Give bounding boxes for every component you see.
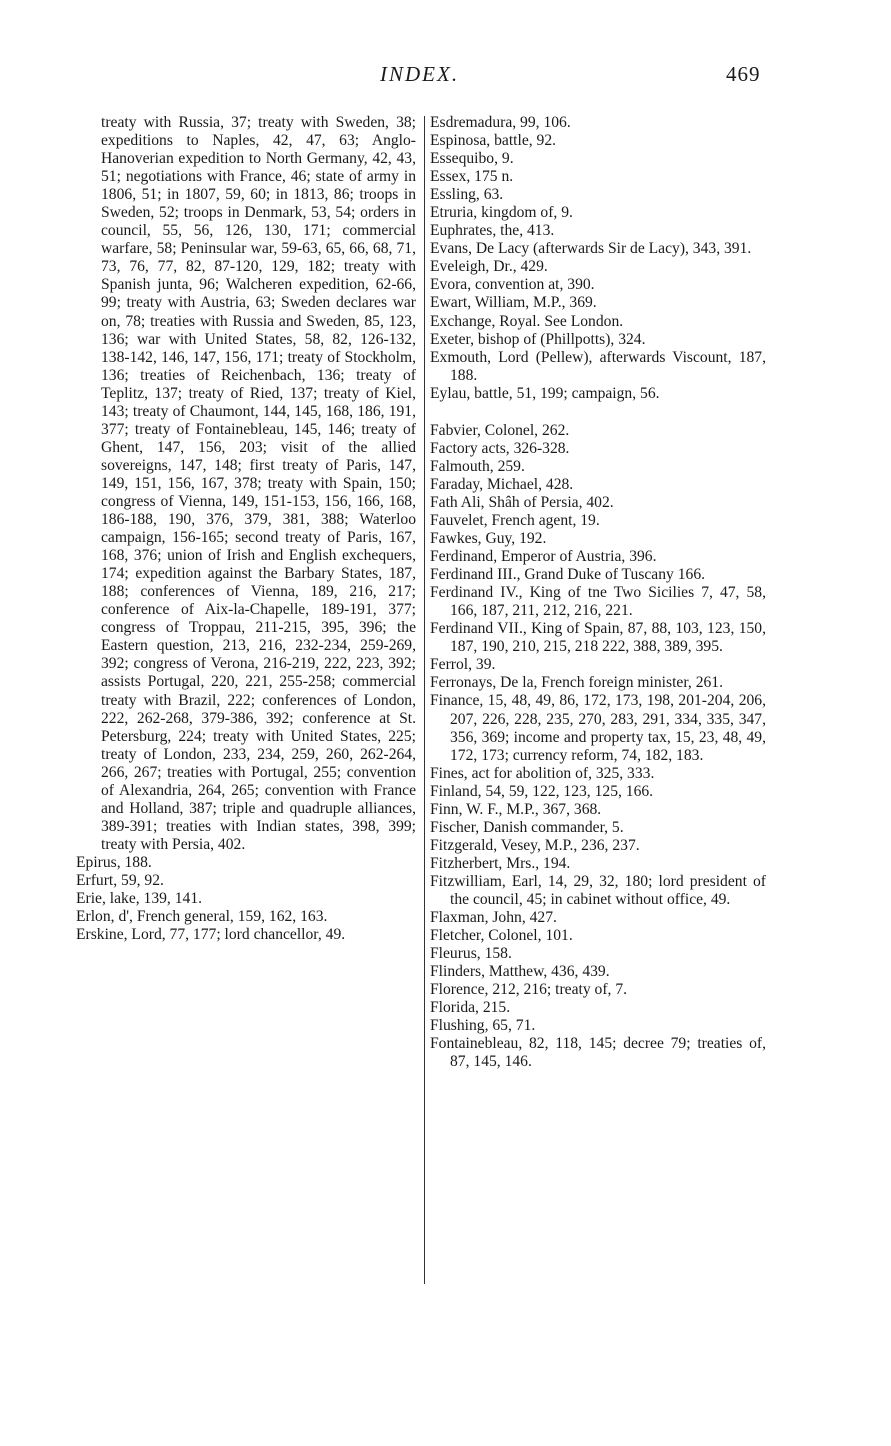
index-entry: Euphrates, the, 413. [430, 222, 555, 240]
index-entry: Fabvier, Colonel, 262. [430, 421, 570, 439]
index-entry: Fitzgerald, Vesey, M.P., 236, 237. [430, 836, 640, 854]
index-entry: Epirus, 188. [76, 853, 152, 871]
index-entry: Ferdinand III., Grand Duke of Tuscany 166. [430, 566, 706, 584]
index-entry: Evora, convention at, 390. [430, 276, 595, 294]
index-entry: Esdremadura, 99, 106. [430, 114, 571, 131]
index-entry: Eylau, battle, 51, 199; campaign, 56. [430, 384, 660, 402]
index-entry: Ferronays, De la, French foreign minister, 261. [430, 674, 723, 692]
index-entry: Erfurt, 59, 92. [76, 871, 164, 889]
page-title: INDEX. [380, 62, 460, 86]
index-entry: Florence, 212, 216; treaty of, 7. [430, 981, 628, 999]
index-entry: Exchange, Royal. See London. [430, 312, 624, 330]
index-entry: Ferdinand IV., King of tne Two Sicilies 7, 47, 58, 166, 187, 211, 212, 216, 221. [430, 584, 766, 620]
index-entry: Flaxman, John, 427. [430, 909, 557, 927]
index-entry: Finance, 15, 48, 49, 86, 172, 173, 198, 201-204, 206, 207, 226, 228, 235, 270, 283, 291, 334, 335, 347, 356, 369; income and property tax, 15, 23, 48, 49, 172, 173; currency reform, 74, 182, 183. [430, 692, 766, 764]
index-entry: Etruria, kingdom of, 9. [430, 204, 573, 222]
index-entry: Factory acts, 326-328. [430, 439, 570, 457]
index-entry: Finland, 54, 59, 122, 123, 125, 166. [430, 782, 654, 800]
index-entry: Essex, 175 n. [430, 168, 514, 186]
index-entry: Fischer, Danish commander, 5. [430, 818, 624, 836]
index-entry: Fawkes, Guy, 192. [430, 530, 547, 548]
index-entry: Essequibo, 9. [430, 150, 514, 168]
index-entry: Florida, 215. [430, 999, 511, 1017]
index-entry: Essling, 63. [430, 186, 504, 204]
index-entry: Fontainebleau, 82, 118, 145; decree 79; treaties of, 87, 145, 146. [430, 1035, 766, 1071]
index-entry: Faraday, Michael, 428. [430, 475, 574, 493]
index-entry: Espinosa, battle, 92. [430, 132, 557, 150]
letter-gap [430, 403, 766, 422]
page-number: 469 [726, 62, 761, 86]
index-column-left [76, 114, 416, 944]
index-entry: Erlon, d', French general, 159, 162, 163. [76, 908, 328, 926]
page-header [0, 62, 891, 92]
index-entry: Fitzwilliam, Earl, 14, 29, 32, 180; lord president of the council, 45; in cabinet without office, 49. [430, 872, 766, 908]
index-entry: Flushing, 65, 71. [430, 1017, 536, 1035]
index-entry: Fines, act for abolition of, 325, 333. [430, 764, 655, 782]
index-entry: Ferrol, 39. [430, 656, 496, 674]
index-entry-continued: treaty with Russia, 37; treaty with Sweden, 38; expeditions to Naples, 42, 47, 63; Anglo-Hanoverian expedition to North Germany, 42, 43, 51; negotiations with France, 46; state of army in 1806, 51; in 1807, 59, 60; in 1813, 86; troops in Sweden, 52; troops in Denmark, 53, 54; orders in council, 55, 56, 126, 130, 171; commercial warfare, 58; Peninsular war, 59-63, 65, 66, 68, 71, 73, 76, 77, 82, 87-120, 129, 182; treaty with Spanish junta, 96; Walcheren expedition, 62-66, 99; treaty with Austria, 63; Sweden declares war on, 78; treaties with Russia and Sweden, 85, 123, 136; war with United States, 58, 82, 126-132, 138-142, 146, 147, 156, 171; treaty of Stockholm, 136; treaties of Reichenbach, 136; treaty of Teplitz, 137; treaty of Ried, 137; treaty of Kiel, 143; treaty of Chaumont, 144, 145, 168, 186, 191, 377; treaty of Fontainebleau, 145, 146; treaty of Ghent, 147, 156, 203; visit of the allied sovereigns, 147, 148; first treaty of Paris, 147, 149, 151, 156, 167, 378; treaty with Spain, 150; congress of Vienna, 149, 151-153, 156, 166, 168, 186-188, 190, 376, 379, 381, 388; Waterloo campaign, 156-165; second treaty of Paris, 167, 168, 376; union of Irish and English exchequers, 174; expedition against the Barbary States, 187, 188; conferences of Vienna, 189, 216, 217; conference of Aix-la-Chapelle, 189-191, 377; congress of Troppau, 211-215, 395, 396; the Eastern question, 213, 216, 232-234, 259-269, 392; congress of Verona, 216-219, 222, 223, 392; assists Portugal, 220, 221, 255-258; commercial treaty with Brazil, 222; conferences of London, 222, 262-268, 379-386, 392; conference at St. Petersburg, 224; treaty with United States, 225; treaty of London, 233, 234, 259, 260, 262-264, 266, 267; treaties with Portugal, 255; convention of Alexandria, 264, 265; convention with France and Holland, 387; triple and quadruple alliances, 389-391; treaties with Indian states, 398, 399; treaty with Persia, 402. [101, 114, 416, 853]
index-entry: Fletcher, Colonel, 101. [430, 927, 573, 945]
index-entry: Exmouth, Lord (Pellew), afterwards Viscount, 187, 188. [430, 348, 766, 384]
index-entry: Erie, lake, 139, 141. [76, 890, 203, 908]
index-entry: Fitzherbert, Mrs., 194. [430, 854, 571, 872]
column-divider [424, 116, 425, 1284]
index-entry: Fauvelet, French agent, 19. [430, 511, 600, 529]
index-entry: Fath Ali, Shâh of Persia, 402. [430, 493, 614, 511]
index-entry: Evans, De Lacy (afterwards Sir de Lacy), 343, 391. [430, 240, 752, 258]
index-entry: Ewart, William, M.P., 369. [430, 294, 597, 312]
index-entry: Flinders, Matthew, 436, 439. [430, 963, 610, 981]
index-entry: Eveleigh, Dr., 429. [430, 258, 548, 276]
index-entry: Fleurus, 158. [430, 945, 512, 963]
index-column-right [430, 114, 766, 1071]
index-entry: Ferdinand VII., King of Spain, 87, 88, 103, 123, 150, 187, 190, 210, 215, 218 222, 388, 389, 395. [430, 620, 766, 656]
index-entry: Ferdinand, Emperor of Austria, 396. [430, 548, 657, 566]
index-entry: Erskine, Lord, 77, 177; lord chancellor, 49. [76, 926, 346, 944]
index-entry: Exeter, bishop of (Phillpotts), 324. [430, 330, 646, 348]
index-entry: Falmouth, 259. [430, 457, 525, 475]
index-entry: Finn, W. F., M.P., 367, 368. [430, 800, 602, 818]
